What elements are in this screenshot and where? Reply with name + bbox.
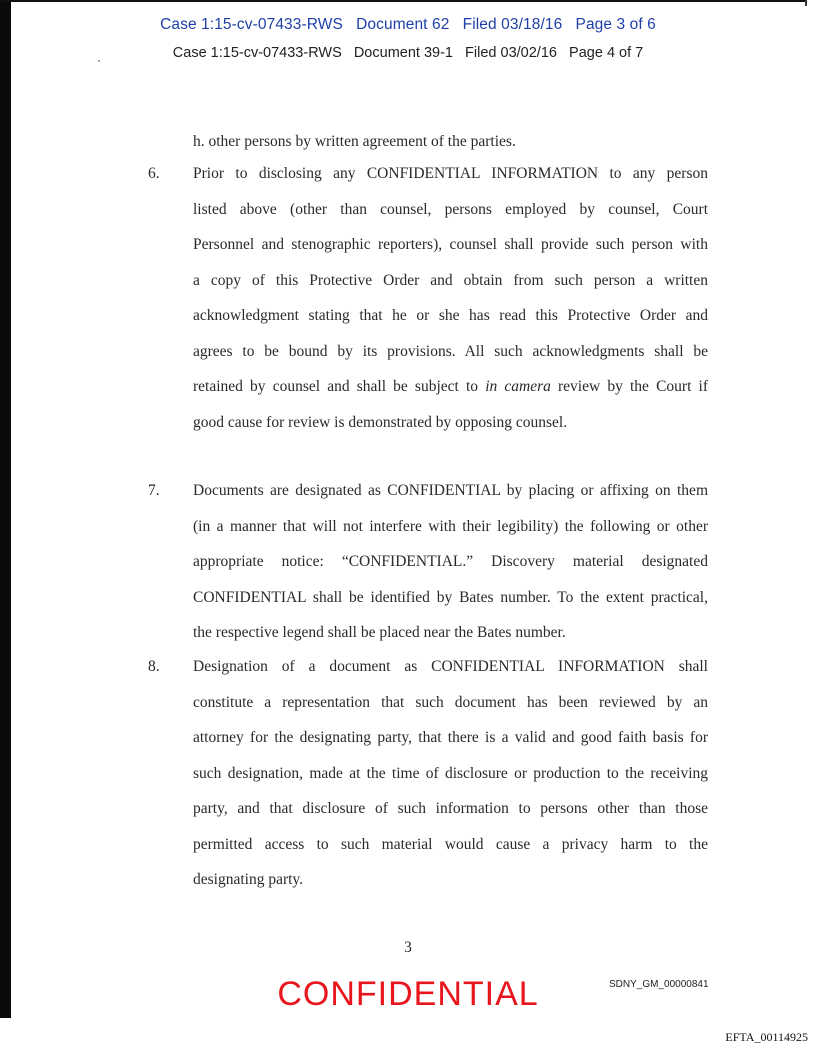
text-line: Documents are designated as CONFIDENTIAL by placing or affixing on them	[193, 482, 708, 499]
text-line: constitute a representation that such document has been reviewed by an	[193, 693, 708, 711]
text-line: Prior to disclosing any CONFIDENTIAL INFORMATION to any person	[193, 165, 708, 182]
text-line: acknowledgment stating that he or she has read this Protective Order and	[193, 307, 708, 324]
paragraph-number: 7.	[148, 482, 160, 499]
text-line: Designation of a document as CONFIDENTIAL INFORMATION shall	[193, 658, 708, 675]
text-line-in-camera: retained by counsel and shall be subject to in camera review by the Court if	[193, 378, 708, 395]
text-line: CONFIDENTIAL shall be identified by Bates number. To the extent practical,	[193, 588, 708, 606]
bates-number: SDNY_GM_00000841	[609, 979, 709, 990]
paragraph-7	[148, 482, 708, 651]
original-filing-header: Case 1:15-cv-07433-RWS Document 39-1 Filed 03/02/16 Page 4 of 7	[172, 45, 644, 61]
text-line: (in a manner that will not interfere with their legibility) the following or other	[193, 517, 708, 535]
text-line: good cause for review is demonstrated by opposing counsel.	[193, 413, 568, 431]
efta-document-id: EFTA_00114925	[725, 1030, 808, 1044]
paragraph-number: 8.	[148, 658, 160, 675]
confidential-watermark: CONFIDENTIAL	[277, 975, 539, 1013]
text-line: Personnel and stenographic reporters), counsel shall provide such person with	[193, 236, 708, 253]
scan-border-top	[0, 0, 806, 2]
paragraph-8	[148, 658, 708, 898]
page-number: 3	[404, 939, 412, 956]
italic-phrase: in camera	[485, 378, 551, 395]
text-line: listed above (other than counsel, persons employed by counsel, Court	[193, 200, 708, 218]
paragraph-number: 6.	[148, 165, 160, 182]
scan-border-right	[805, 0, 807, 6]
paragraph-6	[148, 165, 708, 440]
paragraph-body	[193, 649, 708, 898]
court-filing-stamp: Case 1:15-cv-07433-RWS Document 62 Filed 03/18/16 Page 3 of 6	[160, 16, 656, 33]
paragraph-body	[193, 156, 708, 440]
text-line: appropriate notice: “CONFIDENTIAL.” Discovery material designated	[193, 553, 708, 570]
list-item-h: h. other persons by written agreement of the parties.	[193, 133, 516, 150]
paragraph-body	[193, 473, 708, 651]
text-line: such designation, made at the time of disclosure or production to the receiving	[193, 764, 708, 782]
text-line: a copy of this Protective Order and obtain from such person a written	[193, 271, 708, 289]
text-line: attorney for the designating party, that there is a valid and good faith basis for	[193, 729, 708, 746]
text-line: the respective legend shall be placed near the Bates number.	[193, 624, 566, 641]
scan-border-left	[0, 0, 11, 1018]
text-line: agrees to be bound by its provisions. All such acknowledgments shall be	[193, 342, 708, 360]
text-line: designating party.	[193, 871, 304, 888]
text-line: party, and that disclosure of such information to persons other than those	[193, 800, 708, 817]
text-line: permitted access to such material would cause a privacy harm to the	[193, 835, 708, 853]
